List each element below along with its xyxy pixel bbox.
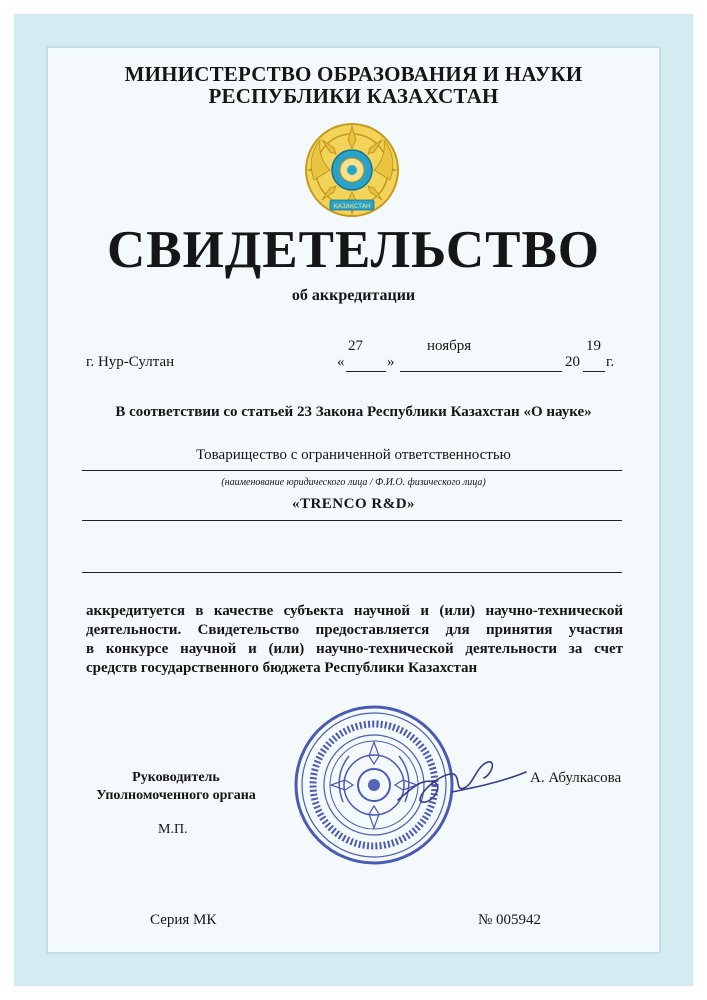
quote-open: « [337, 354, 345, 370]
entity-type: Товарищество с ограниченной ответственностью [196, 447, 511, 463]
entity-line-3 [82, 572, 622, 573]
signatory-name: А. Абулкасова [530, 770, 622, 786]
legal-basis: В соответствии со статьей 23 Закона Республики Казахстан «О науке» [115, 404, 592, 420]
ministry-line-2: РЕСПУБЛИКИ КАЗАХСТАН [208, 84, 499, 108]
certificate-subtitle: об аккредитации [291, 287, 416, 304]
month-underline [400, 371, 562, 372]
body-line: аккредитуется в качестве субъекта научной и (или) научно-технической [86, 603, 623, 619]
emblem-text: ҚАЗАҚСТАН [333, 203, 371, 210]
certificate-number: № 005942 [478, 912, 542, 928]
ministry-line-1: МИНИСТЕРСТВО ОБРАЗОВАНИЯ И НАУКИ [124, 62, 583, 86]
body-line: в конкурсе научной и (или) научно-технической деятельности за счет [86, 641, 623, 657]
signatory-role-line-1: Руководитель [132, 770, 220, 785]
handwritten-signature-icon [392, 748, 532, 818]
entity-line-1 [82, 470, 622, 471]
series-label: Серия МК [150, 912, 217, 928]
city-label: г. Нур-Султан [86, 354, 175, 370]
body-line: средств государственного бюджета Республики Казахстан [86, 660, 478, 676]
year-suffix: г. [606, 354, 615, 370]
seal-mark: М.П. [158, 822, 188, 837]
date-year: 19 [586, 338, 601, 354]
state-emblem-icon [300, 118, 404, 222]
entity-line-2 [82, 520, 622, 521]
quote-close: » [387, 354, 395, 370]
year-prefix: 20 [565, 354, 580, 370]
entity-name: «TRENCO R&D» [291, 496, 416, 512]
certificate-title: СВИДЕТЕЛЬСТВО [106, 221, 601, 279]
date-day: 27 [348, 338, 363, 354]
accreditation-text [86, 602, 623, 678]
date-month: ноября [427, 338, 472, 354]
entity-caption: (наименование юридического лица / Ф.И.О. физического лица) [221, 477, 486, 488]
day-underline [346, 371, 386, 372]
signatory-role-line-2: Уполномоченного органа [96, 788, 256, 803]
body-line: деятельности. Свидетельство предоставляется для принятия участия [86, 622, 623, 638]
year-underline [583, 371, 605, 372]
